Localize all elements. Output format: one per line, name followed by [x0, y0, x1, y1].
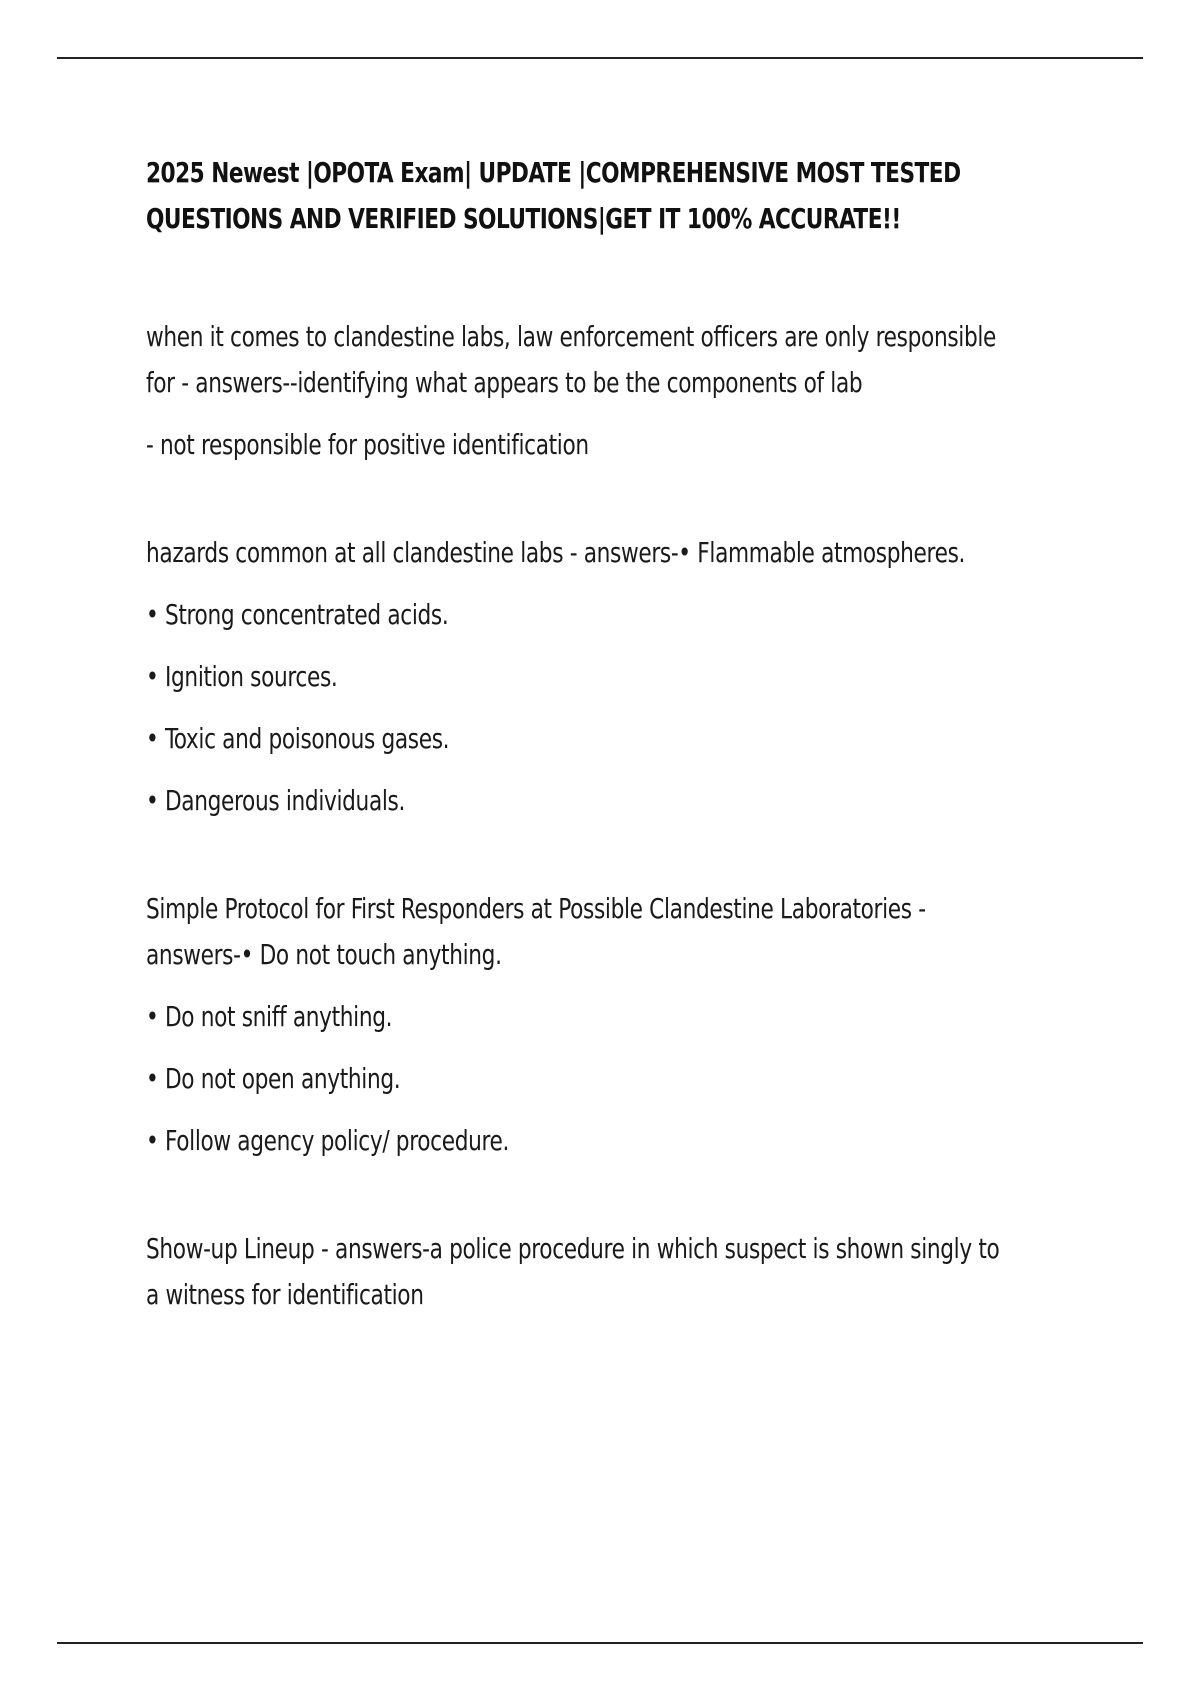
qa-text [146, 314, 1101, 468]
title-line: QUESTIONS AND VERIFIED SOLUTIONS|GET IT 100% ACCURATE!! [146, 202, 901, 235]
qa-bullet: • Strong concentrated acids. [146, 598, 449, 631]
qa-line: a witness for identification [146, 1278, 424, 1311]
qa-bullet: • Ignition sources. [146, 660, 338, 693]
qa-bullet: - not responsible for positive identification [146, 428, 589, 461]
qa-bullet: • Toxic and poisonous gases. [146, 722, 450, 755]
qa-line: for - answers--identifying what appears to be the components of lab [146, 366, 863, 399]
title-line: 2025 Newest |OPOTA Exam| UPDATE |COMPREHENSIVE MOST TESTED [146, 156, 961, 189]
qa-line: Show-up Lineup - answers-a police procedure in which suspect is shown singly to [146, 1232, 1000, 1265]
qa-item-clandestine-lab-responsibility [146, 314, 1096, 468]
qa-bullet: • Dangerous individuals. [146, 784, 406, 817]
qa-text [146, 886, 1101, 1164]
qa-line: hazards common at all clandestine labs - answers-• Flammable atmospheres. [146, 536, 966, 569]
document-body [146, 150, 1096, 1318]
qa-text [146, 530, 1101, 824]
qa-line: when it comes to clandestine labs, law enforcement officers are only responsible [146, 320, 997, 353]
qa-text [146, 1226, 1101, 1318]
qa-line: answers-• Do not touch anything. [146, 938, 502, 971]
qa-line: Simple Protocol for First Responders at Possible Clandestine Laboratories - [146, 892, 926, 925]
bottom-rule [57, 1642, 1143, 1644]
qa-item-show-up-lineup [146, 1226, 1096, 1318]
document-title [146, 150, 1101, 242]
qa-bullet: • Do not sniff anything. [146, 1000, 393, 1033]
qa-bullet: • Do not open anything. [146, 1062, 401, 1095]
qa-item-lab-hazards [146, 530, 1096, 824]
qa-item-first-responder-protocol [146, 886, 1096, 1164]
top-rule [57, 57, 1143, 59]
qa-bullet: • Follow agency policy/ procedure. [146, 1124, 510, 1157]
